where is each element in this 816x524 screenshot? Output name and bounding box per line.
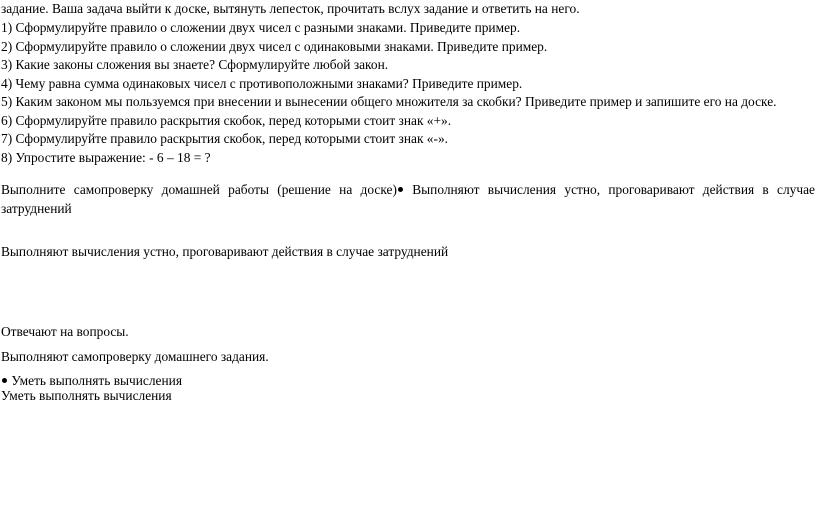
question-5: 5) Каким законом мы пользуемся при внесении и вынесении общего множителя за скобки? Приведите пример и запишите его на доске. [1,94,777,109]
question-1: 1) Сформулируйте правило о сложении двух чисел с разными знаками. Приведите пример. [1,20,521,35]
skill-bullet-item [1,373,182,389]
answer-text: Отвечают на вопросы. [1,324,129,339]
selfcheck-paragraph [1,180,815,218]
homework-check-text: Выполняют самопроверку домашнего задания. [1,349,269,364]
selfcheck-activity-text: Выполняют вычисления устно, проговаривают действия в случае затруднений [1,182,815,216]
calc-activity-text: Выполняют вычисления устно, проговаривают действия в случае затруднений [1,244,449,259]
question-2: 2) Сформулируйте правило о сложении двух чисел с одинаковыми знаками. Приведите пример. [1,39,548,54]
question-3: 3) Какие законы сложения вы знаете? Сформулируйте любой закон. [1,57,389,72]
question-6: 6) Сформулируйте правило раскрытия скобок, перед которыми стоит знак «+». [1,113,452,128]
question-8: 8) Упростите выражение: - 6 – 18 = ? [1,150,211,165]
intro-text: задание. Ваша задача выйти к доске, вытянуть лепесток, прочитать вслух задание и ответить на него. [1,1,580,16]
skill-text: Уметь выполнять вычисления [1,388,172,403]
skill-bullet-text: Уметь выполнять вычисления [11,373,182,388]
question-4: 4) Чему равна сумма одинаковых чисел с противоположными знаками? Приведите пример. [1,76,523,91]
bullet-icon [2,378,7,383]
question-7: 7) Сформулируйте правило раскрытия скобок, перед которыми стоит знак «-». [1,131,449,146]
bullet-icon [398,187,403,192]
selfcheck-text: Выполните самопроверку домашней работы (решение на доске) [1,182,397,197]
